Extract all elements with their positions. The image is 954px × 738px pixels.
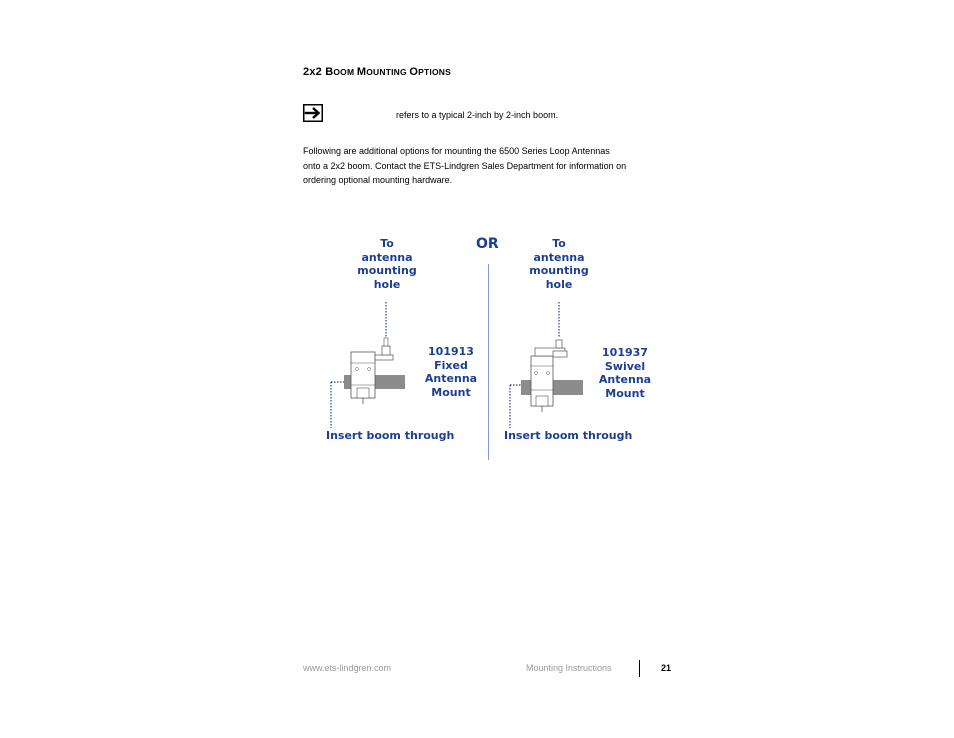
fixed-mount-part-label: 101913 Fixed Antenna Mount xyxy=(424,345,478,399)
paragraph-line: Following are additional options for mounting the 6500 Series Loop Antennas xyxy=(303,146,610,156)
footer-doc-title: Mounting Instructions xyxy=(526,663,612,673)
arrow-right-icon xyxy=(303,104,323,122)
paragraph-line: ordering optional mounting hardware. xyxy=(303,175,453,185)
footer-url: www.ets-lindgren.com xyxy=(303,663,392,673)
note-text: refers to a typical 2-inch by 2-inch boom. xyxy=(396,110,559,120)
left-insert-boom-label: Insert boom through xyxy=(326,429,455,442)
intro-paragraph xyxy=(303,144,663,188)
swivel-mount-drawing xyxy=(510,302,583,428)
fixed-mount-drawing xyxy=(331,302,405,428)
section-heading: 2x2 BOOM MOUNTING OPTIONS xyxy=(303,66,451,78)
left-antenna-hole-label: To antenna mounting hole xyxy=(357,237,417,291)
page-number: 21 xyxy=(661,663,672,673)
right-antenna-hole-label: To antenna mounting hole xyxy=(529,237,589,291)
or-label: OR xyxy=(476,236,499,252)
swivel-mount-part-label: 101937 Swivel Antenna Mount xyxy=(598,346,652,400)
footer-divider xyxy=(639,660,640,677)
paragraph-line: onto a 2x2 boom. Contact the ETS-Lindgren Sales Department for information on xyxy=(303,160,627,171)
right-insert-boom-label: Insert boom through xyxy=(504,429,633,442)
